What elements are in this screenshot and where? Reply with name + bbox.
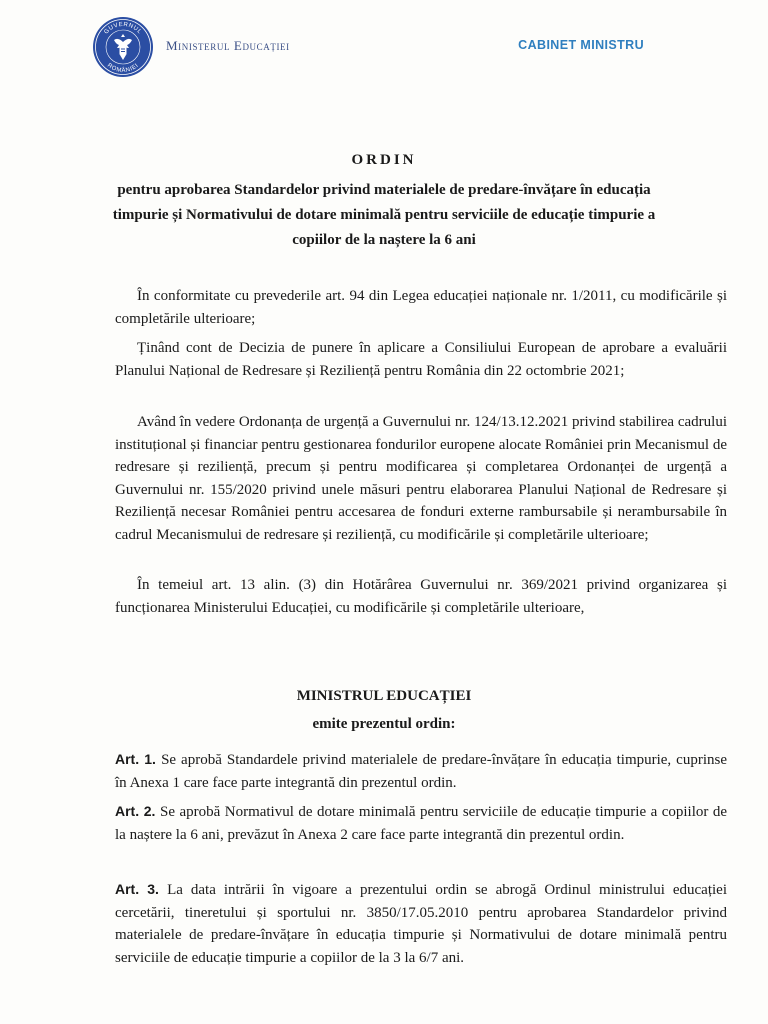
article-text: Se aprobă Standardele privind materialele de predare-învățare în educația timpurie, cuprinse în Anexa 1 care face parte integrantă din prezentul ordin. (115, 752, 727, 791)
paragraph-emergency-ordinance: Având în vedere Ordonanța de urgență a Guvernului nr. 124/13.12.2021 privind stabilirea cadrului instituțional și financiar pentru gestionarea fondurilor europene alocate României prin Mecanismul de redresare și reziliență, precum și pentru modificarea și completarea Ordonanței de urgență a Guvernului nr. 155/2020 privind unele măsuri pentru elaborarea Planului Național de Redresare și Reziliență necesar României pentru accesarea de fonduri externe rambursabile și nerambursabile în cadrul Mecanismului de redresare și reziliență, cu modificările și completările ulterioare; (115, 414, 727, 543)
issuer-heading: MINISTRUL EDUCAȚIEI (296, 688, 472, 704)
seal-text-bottom: ROMÂNIEI (105, 62, 141, 75)
issues-line: emite prezentul ordin: (312, 716, 456, 732)
ministry-name: Ministerul Educației (166, 38, 290, 53)
seal-text-top: GUVERNUL (103, 21, 143, 36)
article-text: Se aprobă Normativul de dotare minimală pentru serviciile de educație timpurie a copiilor de la naștere la 6 ani, prevăzut în Anexa 2 care face parte integrantă din prezentul ordin. (115, 804, 727, 843)
document-title: ORDIN (351, 152, 417, 168)
article-label: Art. 2. (115, 803, 160, 819)
document-subtitle: pentru aprobarea Standardelor privind materialele de predare-învățare în educația timpurie și Normativului de dotare minimală pentru serviciile de educație timpurie a copiilor de la naștere la 6 ani (112, 182, 656, 248)
article-3 (115, 878, 727, 969)
paragraph-government-decision: În temeiul art. 13 alin. (3) din Hotărârea Guvernului nr. 369/2021 privind organizarea și funcționarea Ministerului Educației, cu modificările și completările ulterioare, (115, 577, 727, 616)
article-label: Art. 1. (115, 751, 162, 767)
letterhead (0, 0, 768, 90)
article-text: La data intrării în vigoare a prezentului ordin se abrogă Ordinul ministrului educației cercetării, tineretului și sportului nr. 3850/17.05.2010 pentru aprobarea Standardelor privind materialele de predare-învățare în educația timpurie și Normativului de dotare minimală pentru serviciile de educație timpurie a copiilor de la 3 la 6/7 ani. (115, 882, 727, 966)
article-2 (115, 800, 727, 846)
paragraph-legal-basis: În conformitate cu prevederile art. 94 din Legea educației naționale nr. 1/2011, cu modificările și completările ulterioare; (115, 288, 727, 327)
article-1 (115, 748, 727, 794)
government-seal-icon (92, 16, 154, 78)
paragraph-council-decision: Ținând cont de Decizia de punere în aplicare a Consiliului European de aprobare a evaluării Planului Național de Redresare și Reziliență pentru România din 22 octombrie 2021; (115, 340, 727, 379)
cabinet-label: CABINET MINISTRU (518, 38, 644, 52)
article-label: Art. 3. (115, 881, 168, 897)
